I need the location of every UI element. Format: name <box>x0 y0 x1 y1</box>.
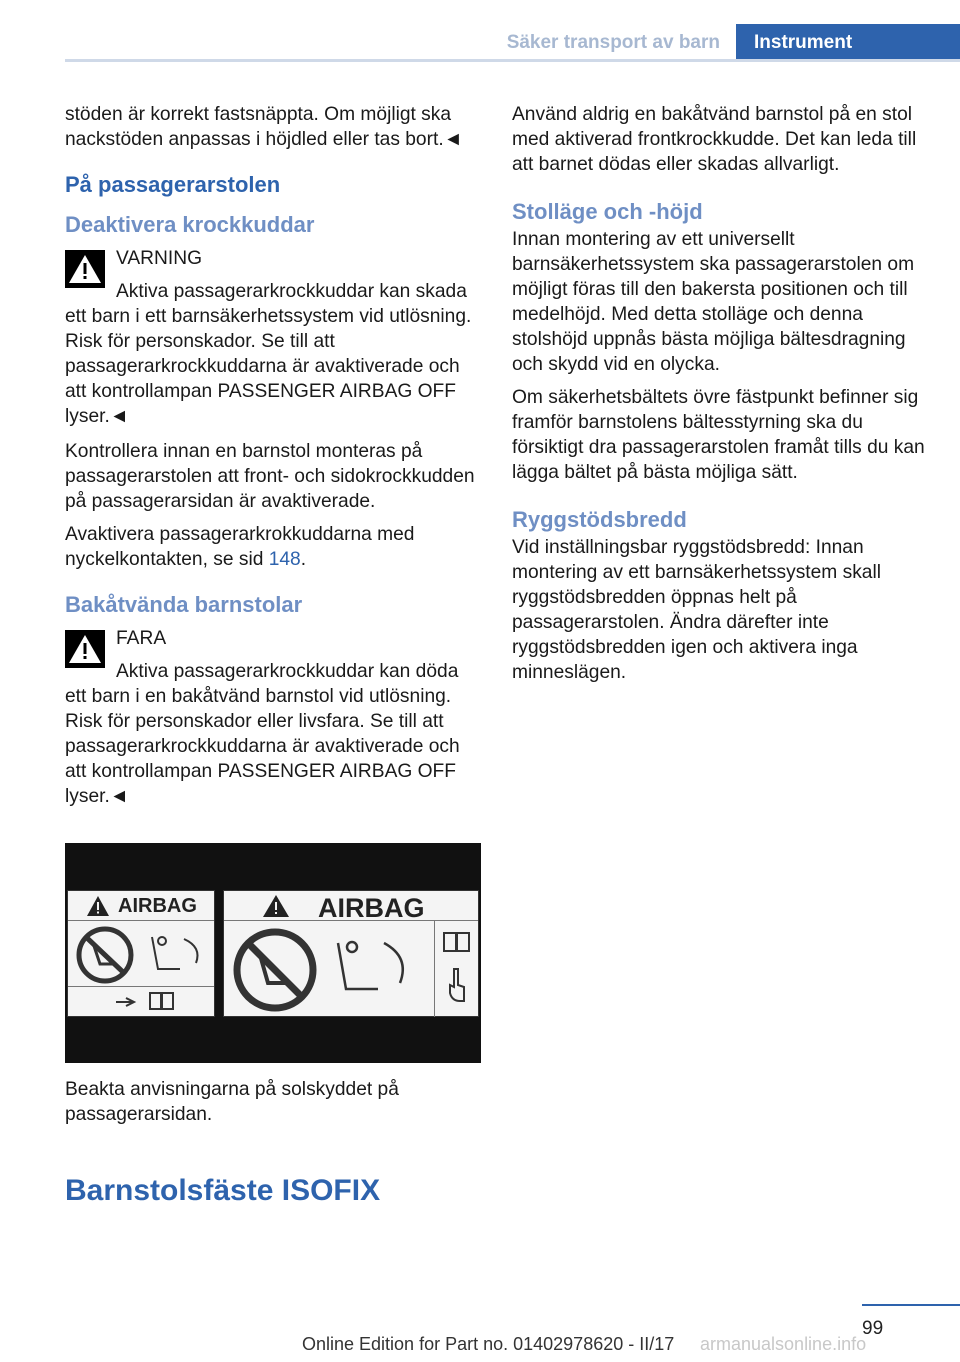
page-header <box>65 24 960 62</box>
danger-triangle-icon <box>65 630 105 668</box>
label-large-warning-icon <box>262 894 290 918</box>
sunvisor-paragraph: Beakta anvisningarna på solskyddet på passagerarsidan. <box>65 1079 399 1125</box>
no-child-seat-icon <box>72 926 138 984</box>
label-warning-icon <box>86 895 110 917</box>
page-number: 99 <box>862 1318 884 1339</box>
header-divider <box>65 59 960 62</box>
intro-paragraph: stöden är korrekt fastsnäppta. Om möjligt ska nackstöden anpassas i höjdled eller tas bort.◄ <box>65 104 463 150</box>
airbag-label-small-title: AIRBAG <box>118 895 197 917</box>
header-section-title: Säker transport av barn <box>506 32 720 53</box>
position-paragraph-1: Innan montering av ett universellt barnsäkerhetssystem ska passagerarstolen om möjligt föras till den bakersta positionen och till medelhöjd. Med detta stolläge och denna stolshöjd uppnås bästa möjliga bältesdragning och skydd vid en olycka. <box>512 229 915 375</box>
heading-seat-position: Stolläge och -höjd <box>512 199 703 224</box>
deactivate-paragraph: Avaktivera passagerarkrokkuddarna med nyckelkontakten, se sid 148. <box>65 524 415 570</box>
airbag-label-large-title: AIRBAG <box>318 893 425 923</box>
large-manual-book-icon <box>442 931 472 953</box>
section-title-isofix: Barnstolsfäste ISOFIX <box>65 1174 381 1207</box>
airbag-label-photo <box>65 843 481 1063</box>
danger-text: Aktiva passagerarkrockkuddar kan döda ett barn i en bakåtvänd barnstol vid utlösning. Risk för personskador eller livsfara. Se till att passagerarkrockkuddarna är avaktiverade och att kontrollampan PASSENGER AIRBAG OFF lyser.◄ <box>65 661 460 807</box>
seat-airbag-icon <box>144 929 212 981</box>
pointing-hand-icon <box>114 993 140 1009</box>
danger-label: FARA <box>116 628 167 649</box>
right-column <box>512 102 928 693</box>
backrest-paragraph: Vid inställningsbar ryggstödsbredd: Innan montering av ett barnsäkerhetssystem skall ryggstödsbredden öppnas helt på passagerarstolen. Ändra därefter inte ryggstödsbredden igen och aktivera inga minneslägen. <box>512 537 881 683</box>
airbag-label-small <box>67 890 215 1017</box>
warning-triangle-icon <box>65 250 105 288</box>
footer-divider <box>862 1304 960 1306</box>
large-no-child-seat-icon <box>230 927 320 1013</box>
warning-block <box>65 246 481 429</box>
large-pointing-hand-icon <box>446 967 468 1003</box>
header-tab-instrument[interactable]: Instrument <box>736 24 960 62</box>
heading-deactivate-airbags: Deaktivera krockkuddar <box>65 212 315 237</box>
large-seat-airbag-icon <box>328 931 422 1007</box>
left-column <box>65 102 481 1135</box>
airbag-label-large <box>223 890 479 1017</box>
heading-passenger-seat: På passagerarstolen <box>65 172 281 197</box>
warning-label: VARNING <box>116 248 202 269</box>
heading-rear-facing-seats: Bakåtvända barnstolar <box>65 592 303 617</box>
check-paragraph: Kontrollera innan en barnstol monteras på passagerarstolen att front- och sidokrockkudden på passagerarsidan är avaktiverade. <box>65 441 475 512</box>
danger-block <box>65 626 481 809</box>
position-paragraph-2: Om säkerhetsbältets övre fästpunkt befinner sig framför barnstolens bältesstyrning ska du försiktigt dra passagerarstolen framåt tills du kan lägga bältet på bästa möjliga sätt. <box>512 387 925 483</box>
page-link-148[interactable]: 148 <box>268 549 301 570</box>
never-paragraph: Använd aldrig en bakåtvänd barnstol på en stol med aktiverad frontkrockkudde. Det kan leda till att barnet dödas eller skadas allvarligt. <box>512 104 917 175</box>
edition-footer: Online Edition for Part no. 01402978620 - II/17 <box>302 1334 675 1354</box>
manual-book-icon <box>148 991 176 1011</box>
watermark-text: armanualsonline.info <box>700 1334 867 1354</box>
warning-text: Aktiva passagerarkrockkuddar kan skada ett barn i ett barnsäkerhetssystem vid utlösning. Risk för personskador. Se till att passagerarkrockkuddarna är avaktiverade och att kontrollampan PASSENGER AIRBAG OFF lyser.◄ <box>65 281 472 427</box>
heading-backrest-width: Ryggstödsbredd <box>512 507 687 532</box>
